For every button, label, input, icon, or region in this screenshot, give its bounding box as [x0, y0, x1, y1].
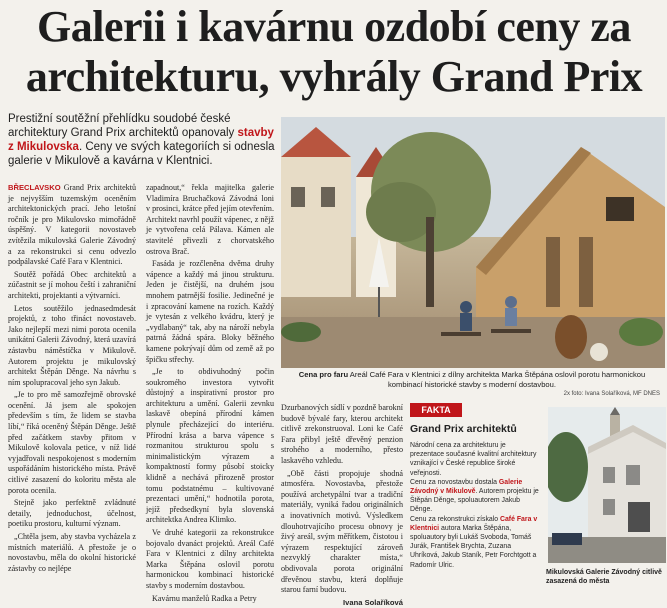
author-signature: Ivana Solaříková [343, 597, 403, 607]
article-paragraph: Fasáda je rozčleněna dvěma druhy vápence a každý má jinou strukturu. Jeden je čistější, na druhém jsou mnohem patrnější fosilie. Jedinečné je i zpracování kamene na rozích. Každý je vytesán z velkého kvádru, který je „vydlabaný“ tak, aby na nároží nebyla patrná žádná spára. Bloky běžného kamene pokrývají dům od země až po špičku střechy. [146, 259, 274, 364]
article-column-3 [281, 403, 403, 608]
article-paragraph: BŘECLAVSKO Grand Prix architektů je nejvyšším tuzemským oceněním architektonických prací. Jeho letošní ročník je pro Mikulovsko mimořádně úspěšný. V kategorii novostaveb zvítězila mikulovská Galerie Závodný a za rekonstrukci si cenu odvezlo podpálavské Café Fara v Klentnici. [8, 183, 136, 267]
fakta-title: Grand Prix architektů [410, 423, 517, 435]
article-paragraph: Dzurbanových sídlí v pozdně barokní budově bývalé fary, kterou architekt citlivě zrekonstruoval. Loni ke Café Fara přibyl ještě dřevěný penzion strohého a moderního, přesto laskavého vzhledu. [281, 403, 403, 465]
fakta-paragraph: Cenu za novostavbu dostala Galerie Závodný v Mikulově. Autorem projektu je Štěpán Děnge, spoluautorem Jakub Děnge. [410, 478, 539, 514]
article-paragraph: Ve druhé kategorii za rekonstrukce bojovalo dvanáct projektů. Areál Café Fara v Klentnici z dílny architekta Marka Štěpána oslovil porotu harmonickou kombinací historické stavby s moderním dostavbou. [146, 528, 274, 590]
article-paragraph: Kavárnu manželů Radka a Petry [152, 593, 257, 603]
article-paragraph: Letos soutěžilo jednasedmdesát projektů, z toho třináct novostaveb. Jako nejlepší mezi nimi porota ocenila unikátní Galerii Závodný, která uzavírá zástavbu náměstíčka v Mikulově. Autorem projektu je mikulovský architekt Štěpán Děnge. Na návrhu s ním spolupracoval jeho syn Jakub. [8, 303, 136, 387]
article-paragraph: „Obě části propojuje shodná atmosféra. Novostavba, přestože používá archetypální tvar a tradiční materiály, vyniká řadou originálních a inovativních motivů. Výsledkem dlouhotrvajícího procesu obnovy je živý areál, svým měřítkem, čistotou i výrazem respektující zároveň nezvyklý charakter místa,“ obdivovala porota originální dřevěnou stavbu, která doplňuje starou farní budovu. [281, 468, 403, 595]
fakta-paragraph: Národní cena za architekturu je prezentace současné kvalitní architektury vznikající v České republice široké veřejnosti. [410, 442, 537, 477]
article-paragraph: zapadnout,“ řekla majitelka galerie Vladimíra Bruchačková Závodná loni v prosinci, krátce před jejím otevřením. Architekt navrhl použít vápenec, z nějž je vytvořena celá Pálava. Kámen ale stavitelé přivezli z chorvatského ostrova Brač. [146, 183, 274, 256]
fakta-paragraph: Cenu za rekonstrukci získalo Café Fara v Klentnici autora Marka Štěpána, spoluautory byli Lukáš Svoboda, Tomáš Jurák, František Brychta, Zuzana Uhríková, Jakub Staník, Petr Forchtgott a Radomír Ulric. [410, 515, 538, 569]
fakta-text [410, 441, 540, 570]
caption-title: Cena pro faru [298, 370, 349, 379]
lead-text-after: . Ceny ve svých kategoriích si odnesla galerie v Mikulově a kavárna v Klentnici. [8, 141, 275, 167]
cafe-fara-illustration [281, 117, 665, 368]
article-paragraph: „Chtěla jsem, aby stavba vycházela z místních materiálů. A přestože je o novostavbu, měla do okolní historické zástavby co nejlépe [8, 532, 136, 573]
small-photo-galerie-zavodny [548, 407, 666, 563]
article-paragraph: „Je to pro mě samozřejmě obrovské ocenění. Já jsem ale spokojen především s tím, že lidem se stavba líbí,“ říká oceněný Štěpán Děnge. Ještě před začátkem stavby přitom v Mikulově kolovala petice, v níž lidé vyjadřovali nespokojenost s moderním uspořádáním historického místa. Právě citlivé zasazení do koloritu města ale porota ocenila. [8, 390, 136, 495]
main-photo-cafe-fara [281, 117, 665, 368]
caption-text: Areál Café Fara v Klentnici z dílny architekta Marka Štěpána oslovil porotu harmonickou kombinací historické stavby s moderní dostavbou. [348, 370, 646, 389]
headline-line-1: Galerii i kavárnu ozdobí ceny za [37, 2, 631, 51]
lead-text-before: Prestižní soutěžní přehlídku soudobé české architektury Grand Prix architektů opanovaly [8, 113, 238, 139]
article-column-1 [8, 183, 136, 576]
main-photo-caption [282, 370, 662, 389]
dateline: BŘECLAVSKO [8, 183, 61, 192]
fakta-box [410, 403, 538, 593]
article-paragraph: Stejně jako perfektně zvládnuté detaily, jednoduchost, účelnost, poetiku prostoru, kulturní význam. [8, 498, 136, 529]
small-photo-caption: Mikulovská Galerie Závodný citlivě zasazená do města [546, 569, 662, 585]
photo-credit: 2x foto: Ivana Solaříková, MF DNES [563, 391, 660, 397]
article-paragraph: Soutěž pořádá Obec architektů a zúčastnit se jí mohou čeští i zahraniční architekti, projektanti a výtvarníci. [8, 269, 136, 300]
headline-line-2: architekturu, vyhrály Grand Prix [25, 52, 643, 101]
article-paragraph: „Je to obdivuhodný počin soukromého investora vytvořit důstojný a inspirativní prostor pro architekturu a umění. Galerii zevnku laskavě obepíná přírodní kámen plynule přecházející do interiéru. Přírodní krása a barva vápence s rozmanitou strukturou spolu s minimalistickým výrazem a kompaktností formy působí stoicky klidně a nechává přirozeně prostor tomu podstatnému – kultivované prezentaci umění,“ hodnotila porota, jejíž předsedkyní byla slovenská architektka Andrea Klimko. [146, 367, 274, 525]
lead-paragraph [8, 112, 276, 168]
headline [8, 2, 660, 102]
galerie-zavodny-illustration [548, 407, 666, 563]
fakta-label: FAKTA [410, 403, 462, 417]
lead-highlight: stavby z Mikulovska [8, 127, 274, 153]
article-column-2 [146, 183, 274, 606]
